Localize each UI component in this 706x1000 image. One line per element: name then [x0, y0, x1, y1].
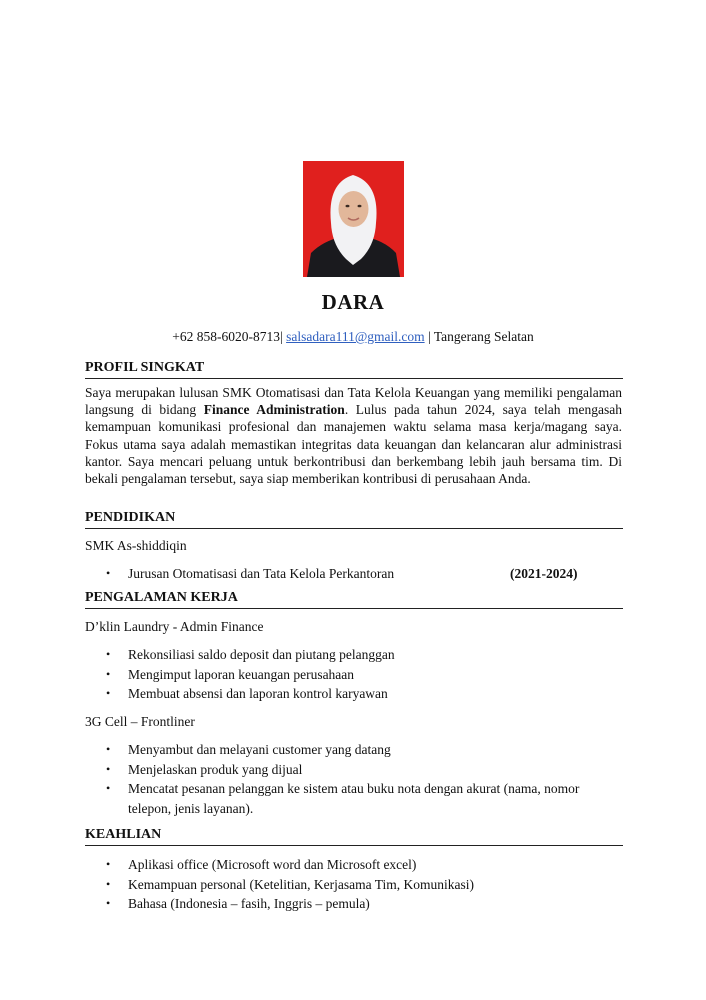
skills-list [85, 855, 622, 914]
list-item: • Rekonsiliasi saldo deposit dan piutang pelanggan [85, 645, 622, 665]
list-item: • Aplikasi office (Microsoft word dan Microsoft excel) [85, 855, 622, 875]
list-item: • Membuat absensi dan laporan kontrol karyawan [85, 684, 622, 704]
education-years: (2021-2024) [510, 566, 578, 581]
contact-line [0, 329, 706, 345]
email-link[interactable]: salsadara111@gmail.com [286, 329, 425, 344]
list-item: • Mengimput laporan keuangan perusahaan [85, 665, 622, 685]
bullet: • [106, 896, 111, 910]
section-title-experience: PENGALAMAN KERJA [85, 589, 623, 609]
profile-text-end: . Lulus pada tahun 2024, saya telah mengasah kemampuan komunikasi profesional dan manajemen waktu selama masa kerja/magang saya. Fokus utama saya adalah memastikan integritas data keuangan dan kelancaran alur administrasi kantor. Saya mencari peluang untuk berkontribusi dan berkembang lebih jauh bersama tim. Di bekali pengalaman tersebut, saya siap memberikan kontribusi di perusahaan Anda. [85, 402, 623, 487]
section-title-skills: KEAHLIAN [85, 826, 623, 846]
school-name: SMK As-shiddiqin [85, 538, 187, 553]
profile-text-bold: Finance Administration [203, 402, 345, 418]
phone-number: +62 858-6020-8713| [172, 329, 283, 344]
bullet: • [106, 857, 111, 871]
candidate-name: DARA [321, 290, 385, 314]
bullet: • [106, 666, 111, 681]
profile-summary [85, 384, 622, 487]
list-item: • Menyambut dan melayani customer yang datang [85, 740, 622, 760]
bullet: • [106, 742, 111, 756]
bullet: • [106, 876, 111, 891]
section-title-profile: PROFIL SINGKAT [85, 359, 623, 379]
profile-text-start: Saya merupakan lulusan SMK Otomatisasi dan Tata Kelola Keuangan yang memiliki pengalaman langsung di bidang [85, 385, 622, 418]
job-heading: 3G Cell – Frontliner [85, 714, 195, 729]
bullet: • [106, 566, 111, 580]
list-item: • Bahasa (Indonesia – fasih, Inggris – pemula) [85, 894, 622, 914]
profile-photo [303, 161, 404, 277]
education-major: Jurusan Otomatisasi dan Tata Kelola Perkantoran [128, 566, 395, 581]
location: | Tangerang Selatan [427, 329, 534, 344]
list-item: • Kemampuan personal (Ketelitian, Kerjasama Tim, Komunikasi) [85, 875, 622, 895]
bullet: • [106, 761, 111, 776]
job-duties-list [85, 645, 622, 704]
list-item: • Mencatat pesanan pelanggan ke sistem atau buku nota dengan akurat (nama, nomor telepon, jenis layanan). [106, 781, 580, 816]
job-duties-list [85, 740, 622, 818]
bullet: • [106, 781, 111, 795]
list-item: • Menjelaskan produk yang dijual [85, 760, 622, 780]
section-title-education: PENDIDIKAN [85, 509, 623, 529]
bullet: • [106, 686, 111, 700]
job-heading: D’klin Laundry - Admin Finance [85, 619, 264, 634]
bullet: • [106, 647, 111, 661]
